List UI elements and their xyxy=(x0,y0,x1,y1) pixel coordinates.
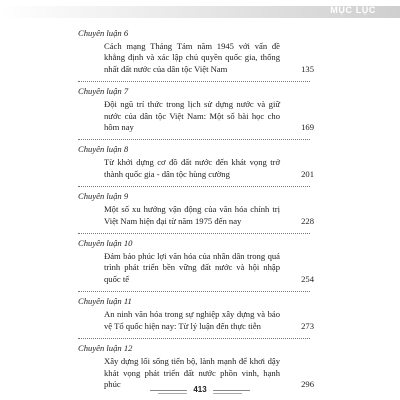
toc-entry-row[interactable] xyxy=(104,99,314,136)
entry-page: 135 xyxy=(301,63,314,74)
divider xyxy=(78,233,310,234)
page-number: 413 xyxy=(187,384,213,396)
toc-entry-11 xyxy=(78,296,314,339)
entry-page: 296 xyxy=(301,378,314,389)
toc-entry-10 xyxy=(78,238,314,292)
entry-title: Xây dựng lối sống tiến bộ, lành mạnh để khơi dậy khát vọng phát triển đất nước phồn vinh, hạnh phúc xyxy=(104,356,280,389)
toc-entry-row[interactable] xyxy=(104,41,314,78)
divider xyxy=(78,338,310,339)
divider xyxy=(78,186,310,187)
entry-title: Một số xu hướng vận động của văn hóa chính trị Việt Nam hiện đại từ năm 1975 đến nay xyxy=(104,204,280,226)
entry-page: 254 xyxy=(301,273,314,284)
toc-entry-6 xyxy=(78,28,314,82)
entry-page: 273 xyxy=(301,320,314,331)
entry-title: Từ khởi dựng cơ đồ đất nước đến khát vọng trở thành quốc gia - dân tộc hùng cường xyxy=(104,157,280,179)
toc-entry-7 xyxy=(78,86,314,140)
toc-entry-row[interactable] xyxy=(104,204,314,230)
divider xyxy=(78,291,310,292)
entry-page: 201 xyxy=(301,168,314,179)
entry-title: Đảm bảo phúc lợi văn hóa của nhân dân trong quá trình phát triển bền vững đất nước và hội nhập quốc tế xyxy=(104,251,280,284)
divider xyxy=(78,81,310,82)
page-footer xyxy=(0,384,400,400)
divider xyxy=(78,139,310,140)
entry-page: 169 xyxy=(301,122,314,133)
header-title: MỤC LỤC xyxy=(330,5,376,15)
table-of-contents xyxy=(78,28,314,393)
toc-entry-9 xyxy=(78,191,314,234)
toc-entry-row[interactable] xyxy=(104,309,314,335)
entry-title: An ninh văn hóa trong sự nghiệp xây dựng và bảo vệ Tổ quốc hiện nay: Từ lý luận đến thực tiễn xyxy=(104,309,280,331)
toc-entry-row[interactable] xyxy=(104,251,314,288)
chapter-label: Chuyên luận 8 xyxy=(78,144,129,155)
entry-title: Cách mạng Tháng Tám năm 1945 với vấn đề khẳng định và xác lập chủ quyền quốc gia, thống nhất đất nước của dân tộc Việt Nam xyxy=(104,41,280,74)
chapter-label: Chuyên luận 7 xyxy=(78,86,129,97)
toc-entry-8 xyxy=(78,144,314,187)
chapter-label: Chuyên luận 6 xyxy=(78,28,129,38)
entry-page: 228 xyxy=(301,215,314,226)
chapter-label: Chuyên luận 10 xyxy=(78,238,133,249)
running-header xyxy=(0,0,400,22)
toc-entry-row[interactable] xyxy=(104,157,314,183)
entry-title: Đội ngũ trí thức trong lịch sử dựng nước và giữ nước của dân tộc Việt Nam: Một số bài học cho hôm nay xyxy=(104,99,280,133)
chapter-label: Chuyên luận 12 xyxy=(78,343,133,354)
chapter-label: Chuyên luận 9 xyxy=(78,191,129,202)
chapter-label: Chuyên luận 11 xyxy=(78,296,132,307)
